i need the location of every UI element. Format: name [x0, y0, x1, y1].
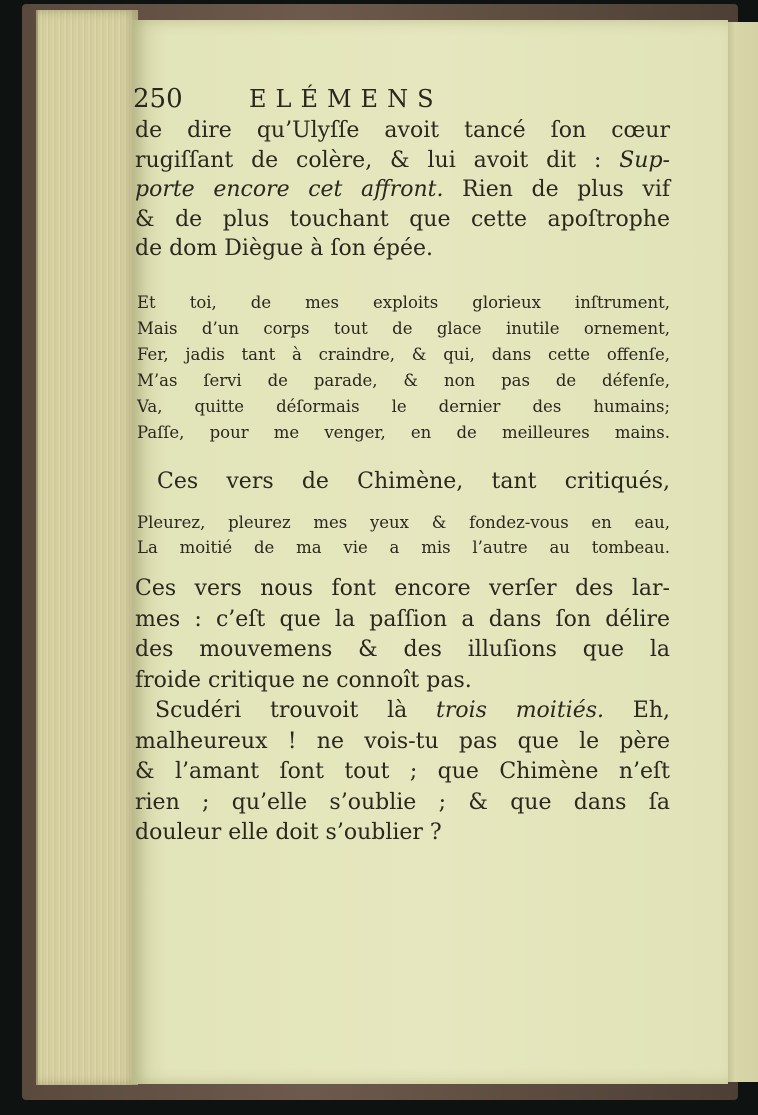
verse-line: Et toi, de mes exploits glorieux inſtrument, [137, 292, 670, 312]
page-text [135, 82, 670, 849]
text-span: rugiſſant de colère, & lui avoit dit : [135, 147, 620, 173]
verse-line: Pleurez, pleurez mes yeux & fondez-vous en eau, [137, 513, 670, 533]
paragraph-2 [135, 574, 670, 849]
verse-quote-2 [135, 510, 670, 560]
text-line: douleur elle doit s’oublier ? [135, 820, 442, 846]
text-line: froide critique ne connoît pas. [135, 667, 472, 693]
text-line [135, 175, 670, 205]
verse-line: Fer, jadis tant à craindre, & qui, dans cette offenſe, [137, 344, 670, 364]
running-head: ELÉMENS [249, 85, 443, 113]
text-line: & de plus touchant que cette apoſtrophe [135, 206, 670, 232]
verse-line: Paſſe, pour me venger, en de meilleures mains. [137, 423, 670, 443]
text-line: Ces vers nous font encore verſer des lar- [135, 576, 670, 602]
text-line: des mouvemens & des illuſions que la [135, 637, 670, 663]
paragraph-1 [135, 116, 670, 264]
text-line: de dom Diègue à ſon épée. [135, 236, 434, 261]
italic-span: trois moitiés. [436, 698, 605, 724]
verse-line: La moitié de ma vie a mis l’autre au tombeau. [137, 538, 670, 558]
text-span: Rien de plus vif [462, 177, 670, 202]
verse-line: M’as ſervi de parade, & non pas de défenſe, [137, 371, 670, 391]
verse-quote-1 [135, 290, 670, 447]
intro-line: Ces vers de Chimène, tant critiqués, [157, 468, 670, 494]
verse-line: Va, quitte déſormais le dernier des humains; [137, 397, 670, 417]
verse-line: Mais d’un corps tout de glace inutile ornement, [137, 318, 670, 338]
text-line: mes : c’eſt que la paſſion a dans ſon délire [135, 606, 670, 632]
text-line: rien ; qu’elle s’oublie ; & que dans ſa [135, 789, 670, 815]
text-line [135, 696, 670, 727]
page-header [133, 82, 670, 116]
text-line: de dire qu’Ulyſſe avoit tancé ſon cœur [135, 118, 670, 143]
text-line [135, 146, 670, 176]
italic-span: porte encore cet affront. [135, 177, 463, 202]
text-line: & l’amant ſont tout ; que Chimène n’eſt [135, 759, 670, 785]
text-line: malheureux ! ne vois-tu pas que le père [135, 728, 670, 754]
page-edges [36, 10, 138, 1085]
page-number: 250 [133, 84, 183, 114]
text-span: Eh, [604, 698, 671, 724]
italic-span: Sup- [619, 147, 670, 173]
text-span: Scudéri trouvoit là [155, 698, 436, 724]
